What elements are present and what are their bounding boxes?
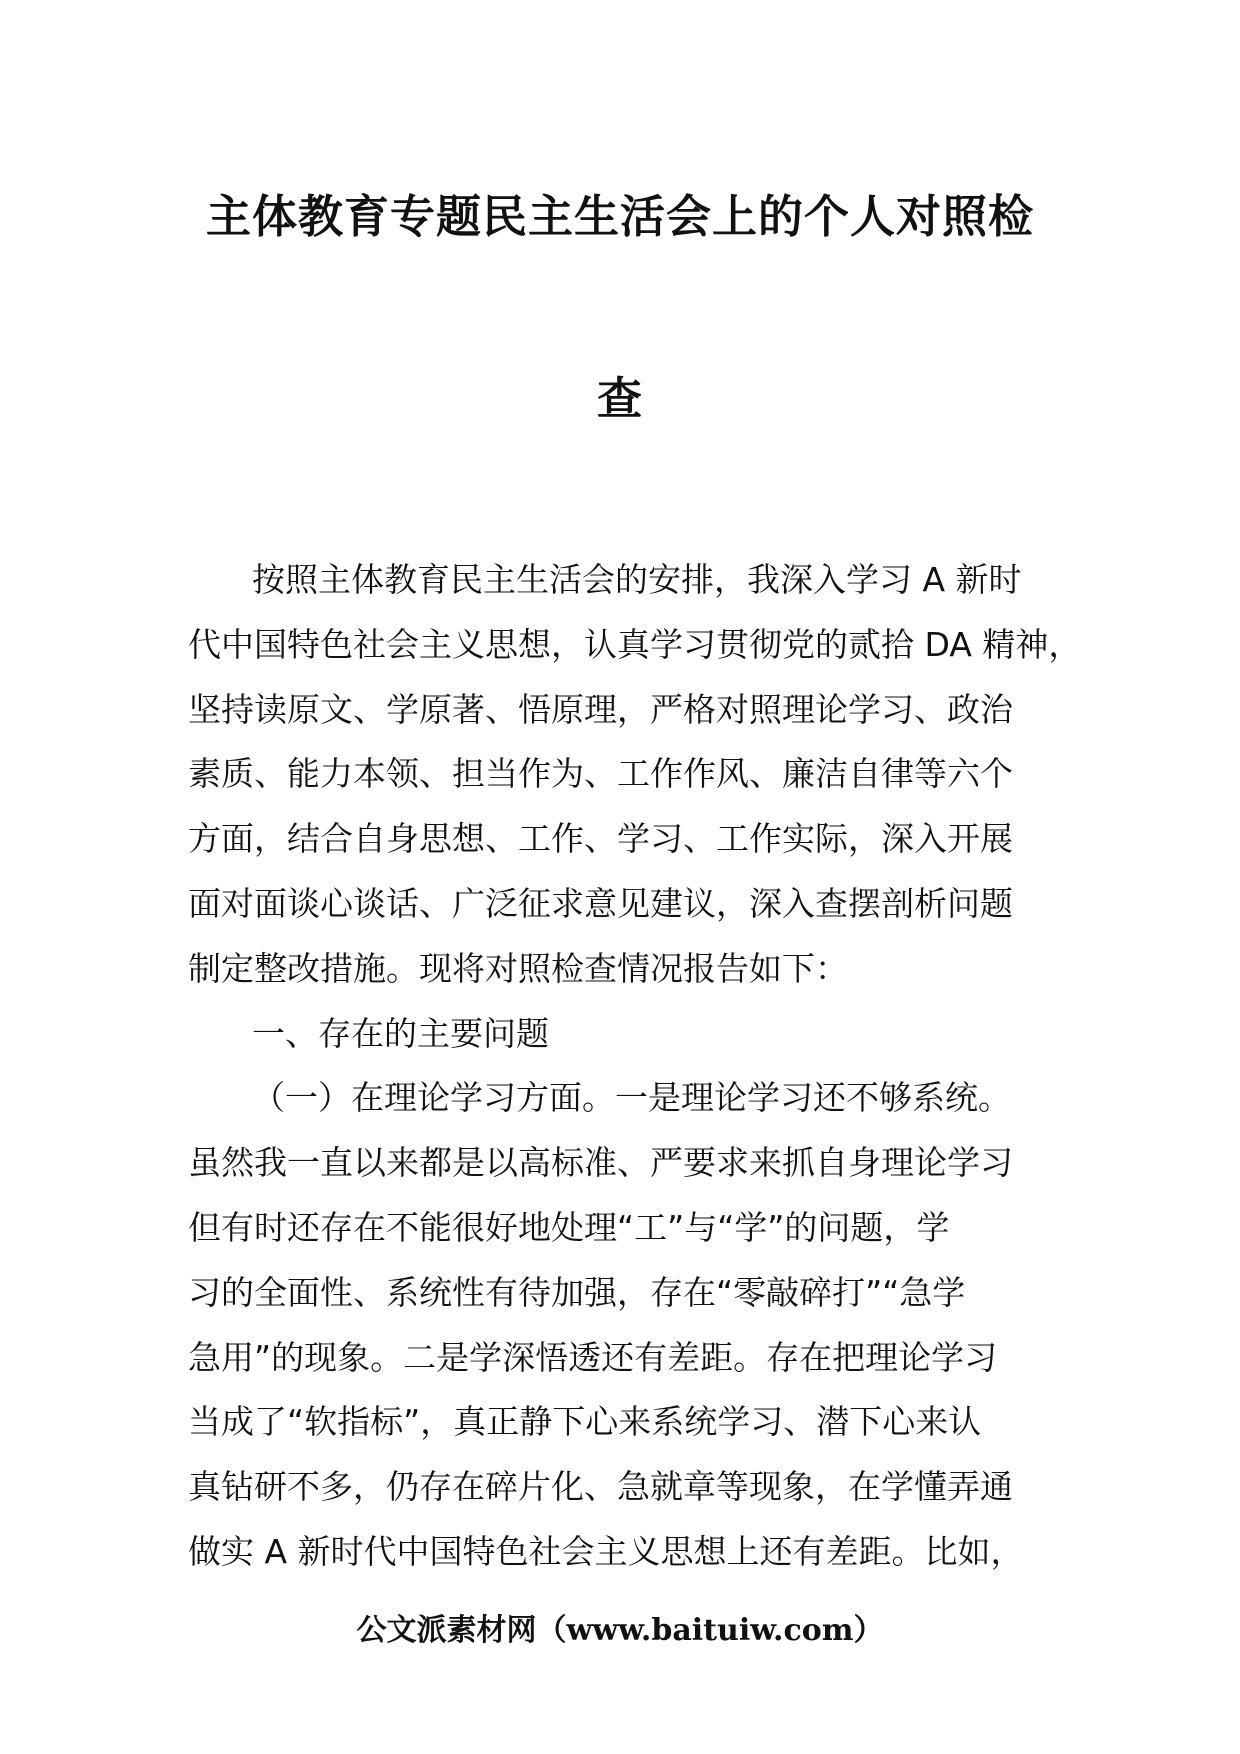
body-line: 真钻研不多，仍存在碎片化、急就章等现象，在学懂弄通 [188,1467,1013,1507]
body-line: 坚持读原文、学原著、悟原理，严格对照理论学习、政治 [188,689,1013,729]
document-body [188,548,1088,1585]
body-line: 习的全面性、系统性有待加强，存在“零敲碎打”“急学 [188,1272,966,1312]
body-line: （一）在理论学习方面。一是理论学习还不够系统。 [252,1078,1011,1118]
body-line: 面对面谈心谈话、广泛征求意见建议，深入查摆剖析问题 [188,883,1013,923]
body-line: 制定整改措施。现将对照检查情况报告如下： [188,948,848,988]
body-line: 按照主体教育民主生活会的安排，我深入学习 A 新时 [252,560,1022,599]
body-line: 做实 A 新时代中国特色社会主义思想上还有差距。比如， [188,1531,1024,1571]
document-title-line-1: 主体教育专题民主生活会上的个人对照检 [205,190,1034,243]
body-line: 素质、能力本领、担当作为、工作作风、廉洁自律等六个 [188,754,1013,794]
document-title-line-2: 查 [596,372,643,425]
body-line: 方面，结合自身思想、工作、学习、工作实际，深入开展 [188,819,1013,859]
section-heading: 一、存在的主要问题 [252,1013,549,1053]
body-line: 当成了“软指标”，真正静下心来系统学习、潜下心来认 [188,1402,982,1442]
body-line: 虽然我一直以来都是以高标准、严要求来抓自身理论学习 [188,1143,1013,1183]
body-line: 代中国特色社会主义思想，认真学习贯彻党的贰拾 DA 精神， [188,624,1082,664]
footer-source-text: 公文派素材网（www.baituiw.com） [356,1613,884,1648]
body-line: 急用”的现象。二是学深悟透还有差距。存在把理论学习 [188,1337,998,1377]
body-line: 但有时还存在不能很好地处理“工”与“学”的问题，学 [188,1207,950,1247]
